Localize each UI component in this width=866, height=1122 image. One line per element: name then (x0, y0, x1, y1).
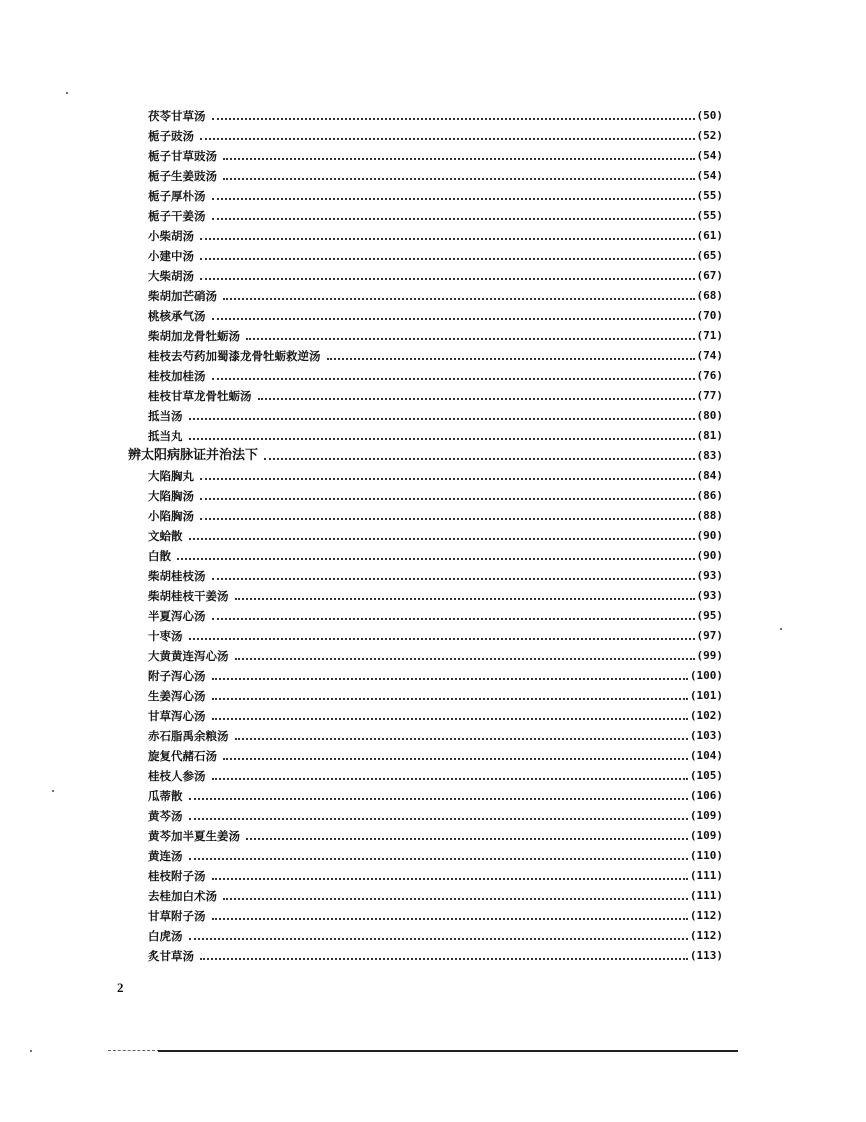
toc-entry (128, 546, 723, 566)
toc-entry (128, 406, 723, 426)
toc-entry-title: 附子泻心汤 (148, 669, 206, 683)
toc-entry-page: (88) (696, 509, 723, 522)
toc-entry-page: (50) (696, 109, 723, 122)
toc-entry-title: 柴胡加芒硝汤 (148, 289, 217, 303)
toc-entry-title: 黄芩汤 (148, 809, 183, 823)
dot-leader (212, 198, 695, 200)
toc-entry-page: (100) (689, 669, 723, 682)
toc-entry-title: 栀子生姜豉汤 (148, 169, 217, 183)
dot-leader (212, 918, 688, 920)
dot-leader (212, 678, 688, 680)
toc-entry-title: 白散 (148, 549, 171, 563)
toc-entry-page: (80) (696, 409, 723, 422)
scan-speck (780, 628, 782, 630)
toc-entry-page: (104) (689, 749, 723, 762)
toc-entry (128, 206, 723, 226)
toc-entry-page: (111) (689, 869, 723, 882)
toc-entry-title: 大陷胸汤 (148, 489, 194, 503)
toc-entry-title: 桂枝加桂汤 (148, 369, 206, 383)
toc-entry-title: 桂枝人参汤 (148, 769, 206, 783)
dot-leader (212, 718, 688, 720)
dot-leader (212, 378, 695, 380)
dot-leader (223, 178, 695, 180)
dot-leader (200, 238, 695, 240)
toc-entry-page: (61) (696, 229, 723, 242)
footer-rule (158, 1050, 738, 1052)
toc-entry-title: 小建中汤 (148, 249, 194, 263)
toc-entry (128, 886, 723, 906)
toc-entry-title: 抵当汤 (148, 409, 183, 423)
toc-entry (128, 866, 723, 886)
toc-entry (128, 326, 723, 346)
footer-rule-left (108, 1050, 160, 1051)
toc-entry-title: 柴胡桂枝干姜汤 (148, 589, 229, 603)
toc-entry-page: (111) (689, 889, 723, 902)
dot-leader (212, 318, 695, 320)
table-of-contents (128, 106, 723, 966)
toc-entry-page: (70) (696, 309, 723, 322)
toc-entry-title: 瓜蒂散 (148, 789, 183, 803)
toc-entry (128, 726, 723, 746)
toc-entry-title: 辨太阳病脉证并治法下 (128, 448, 259, 463)
toc-entry-title: 甘草泻心汤 (148, 709, 206, 723)
dot-leader (189, 538, 695, 540)
toc-entry-title: 甘草附子汤 (148, 909, 206, 923)
toc-entry-title: 大柴胡汤 (148, 269, 194, 283)
toc-entry (128, 766, 723, 786)
toc-entry-page: (105) (689, 769, 723, 782)
toc-entry (128, 226, 723, 246)
scan-speck (52, 790, 54, 792)
toc-entry-title: 十枣汤 (148, 629, 183, 643)
toc-entry-title: 桂枝甘草龙骨牡蛎汤 (148, 389, 252, 403)
toc-entry (128, 566, 723, 586)
dot-leader (200, 958, 688, 960)
toc-entry-page: (81) (696, 429, 723, 442)
toc-entry-page: (95) (696, 609, 723, 622)
toc-entry (128, 606, 723, 626)
dot-leader (189, 438, 695, 440)
toc-entry-page: (109) (689, 809, 723, 822)
toc-entry (128, 106, 723, 126)
toc-entry (128, 186, 723, 206)
toc-entry-page: (83) (696, 449, 723, 462)
toc-entry (128, 746, 723, 766)
toc-entry-page: (109) (689, 829, 723, 842)
toc-entry (128, 526, 723, 546)
toc-entry-title: 栀子干姜汤 (148, 209, 206, 223)
toc-entry (128, 626, 723, 646)
toc-entry-page: (106) (689, 789, 723, 802)
toc-entry (128, 286, 723, 306)
toc-entry (128, 806, 723, 826)
toc-entry-page: (54) (696, 149, 723, 162)
toc-entry-title: 黄连汤 (148, 849, 183, 863)
dot-leader (246, 838, 688, 840)
toc-entry-title: 大陷胸丸 (148, 469, 194, 483)
dot-leader (264, 458, 694, 460)
dot-leader (189, 798, 688, 800)
toc-entry-title: 桂枝附子汤 (148, 869, 206, 883)
toc-entry (128, 146, 723, 166)
toc-entry-page: (90) (696, 549, 723, 562)
dot-leader (212, 218, 695, 220)
toc-entry (128, 906, 723, 926)
toc-entry-page: (97) (696, 629, 723, 642)
toc-entry-page: (67) (696, 269, 723, 282)
toc-entry-title: 小柴胡汤 (148, 229, 194, 243)
toc-entry (128, 246, 723, 266)
toc-entry-page: (55) (696, 189, 723, 202)
dot-leader (327, 358, 695, 360)
toc-entry-page: (86) (696, 489, 723, 502)
dot-leader (235, 738, 688, 740)
scan-speck (30, 1050, 32, 1052)
toc-entry-page: (110) (689, 849, 723, 862)
toc-entry-page: (77) (696, 389, 723, 402)
toc-entry (128, 266, 723, 286)
dot-leader (189, 418, 695, 420)
toc-entry-title: 抵当丸 (148, 429, 183, 443)
dot-leader (189, 938, 688, 940)
page-number: 2 (117, 980, 124, 995)
toc-entry (128, 386, 723, 406)
dot-leader (200, 498, 695, 500)
toc-entry-title: 旋复代赭石汤 (148, 749, 217, 763)
dot-leader (200, 138, 695, 140)
toc-entry-title: 赤石脂禹余粮汤 (148, 729, 229, 743)
toc-entry-title: 小陷胸汤 (148, 509, 194, 523)
toc-entry (128, 786, 723, 806)
toc-entry (128, 466, 723, 486)
toc-section-heading (128, 446, 723, 466)
toc-entry (128, 666, 723, 686)
toc-entry-title: 生姜泻心汤 (148, 689, 206, 703)
toc-entry-page: (112) (689, 909, 723, 922)
toc-entry (128, 166, 723, 186)
toc-entry (128, 306, 723, 326)
dot-leader (212, 118, 695, 120)
toc-entry (128, 926, 723, 946)
dot-leader (200, 518, 695, 520)
toc-entry (128, 686, 723, 706)
toc-entry-title: 文蛤散 (148, 529, 183, 543)
toc-entry-title: 栀子甘草豉汤 (148, 149, 217, 163)
toc-entry-title: 栀子厚朴汤 (148, 189, 206, 203)
toc-entry-title: 茯苓甘草汤 (148, 109, 206, 123)
toc-entry-title: 桂枝去芍药加蜀漆龙骨牡蛎救逆汤 (148, 349, 321, 363)
dot-leader (223, 298, 695, 300)
dot-leader (212, 778, 688, 780)
dot-leader (189, 858, 688, 860)
toc-entry-title: 桃核承气汤 (148, 309, 206, 323)
toc-entry-page: (84) (696, 469, 723, 482)
toc-entry-page: (113) (689, 949, 723, 962)
dot-leader (258, 398, 695, 400)
toc-entry (128, 486, 723, 506)
toc-entry-page: (74) (696, 349, 723, 362)
dot-leader (189, 638, 695, 640)
toc-entry (128, 346, 723, 366)
toc-entry-page: (54) (696, 169, 723, 182)
toc-entry (128, 846, 723, 866)
toc-entry-page: (90) (696, 529, 723, 542)
dot-leader (212, 698, 688, 700)
toc-entry-page: (112) (689, 929, 723, 942)
toc-entry (128, 946, 723, 966)
toc-entry (128, 426, 723, 446)
toc-entry (128, 826, 723, 846)
dot-leader (212, 878, 688, 880)
toc-entry (128, 586, 723, 606)
toc-entry-page: (102) (689, 709, 723, 722)
dot-leader (223, 158, 695, 160)
toc-entry (128, 706, 723, 726)
toc-entry (128, 506, 723, 526)
dot-leader (200, 258, 695, 260)
toc-entry-page: (93) (696, 569, 723, 582)
scan-speck (66, 92, 68, 94)
toc-entry-title: 黄芩加半夏生姜汤 (148, 829, 240, 843)
dot-leader (177, 558, 695, 560)
dot-leader (223, 898, 688, 900)
toc-entry-page: (71) (696, 329, 723, 342)
dot-leader (235, 598, 695, 600)
toc-entry-title: 柴胡加龙骨牡蛎汤 (148, 329, 240, 343)
toc-entry-title: 栀子豉汤 (148, 129, 194, 143)
toc-entry-page: (101) (689, 689, 723, 702)
dot-leader (200, 478, 695, 480)
toc-entry-page: (76) (696, 369, 723, 382)
dot-leader (223, 758, 688, 760)
dot-leader (189, 818, 688, 820)
toc-entry-page: (68) (696, 289, 723, 302)
toc-entry-page: (65) (696, 249, 723, 262)
toc-entry-title: 炙甘草汤 (148, 949, 194, 963)
toc-entry-title: 大黄黄连泻心汤 (148, 649, 229, 663)
toc-entry-title: 半夏泻心汤 (148, 609, 206, 623)
toc-entry (128, 126, 723, 146)
toc-entry-title: 柴胡桂枝汤 (148, 569, 206, 583)
toc-entry (128, 646, 723, 666)
dot-leader (235, 658, 695, 660)
toc-entry-page: (93) (696, 589, 723, 602)
toc-entry-page: (103) (689, 729, 723, 742)
dot-leader (246, 338, 695, 340)
dot-leader (212, 578, 695, 580)
toc-entry-page: (52) (696, 129, 723, 142)
toc-entry-title: 白虎汤 (148, 929, 183, 943)
toc-entry-page: (99) (696, 649, 723, 662)
toc-entry-page: (55) (696, 209, 723, 222)
toc-entry-title: 去桂加白术汤 (148, 889, 217, 903)
dot-leader (212, 618, 695, 620)
dot-leader (200, 278, 695, 280)
toc-entry (128, 366, 723, 386)
